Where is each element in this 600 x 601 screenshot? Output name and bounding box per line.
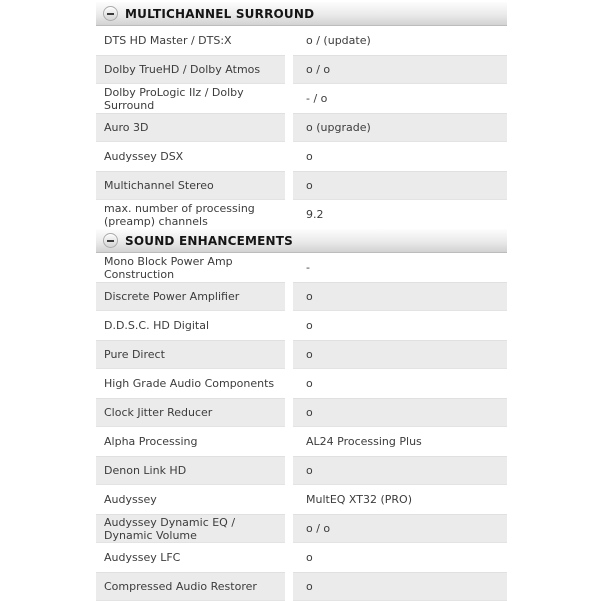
section-header-multichannel-surround[interactable] — [96, 2, 507, 26]
row-label: Compressed Audio Restorer — [96, 572, 285, 601]
row-label: Dolby ProLogic IIz / Dolby Surround — [96, 84, 285, 113]
spec-section — [96, 229, 507, 601]
row-label: Auro 3D — [96, 113, 285, 142]
table-row — [96, 200, 507, 229]
column-gap — [285, 514, 293, 543]
table-row — [96, 398, 507, 427]
table-row — [96, 26, 507, 55]
minus-bar — [107, 240, 114, 242]
row-label: DTS HD Master / DTS:X — [96, 26, 285, 55]
column-gap — [285, 427, 293, 456]
column-gap — [285, 142, 293, 171]
row-value: o (upgrade) — [293, 113, 507, 142]
table-row — [96, 55, 507, 84]
section-rows — [96, 26, 507, 229]
column-gap — [285, 55, 293, 84]
table-row — [96, 427, 507, 456]
table-row — [96, 84, 507, 113]
row-label: High Grade Audio Components — [96, 369, 285, 398]
row-label: Discrete Power Amplifier — [96, 282, 285, 311]
column-gap — [285, 26, 293, 55]
table-row — [96, 572, 507, 601]
row-label: Audyssey LFC — [96, 543, 285, 572]
row-label: Denon Link HD — [96, 456, 285, 485]
table-row — [96, 171, 507, 200]
column-gap — [285, 572, 293, 601]
section-rows — [96, 253, 507, 601]
row-value: o — [293, 311, 507, 340]
collapse-minus-icon[interactable] — [103, 6, 118, 21]
column-gap — [285, 113, 293, 142]
table-row — [96, 369, 507, 398]
table-row — [96, 340, 507, 369]
row-label: Pure Direct — [96, 340, 285, 369]
table-row — [96, 543, 507, 572]
row-label: Mono Block Power Amp Construction — [96, 253, 285, 282]
spec-section — [96, 2, 507, 229]
column-gap — [285, 456, 293, 485]
table-row — [96, 253, 507, 282]
column-gap — [285, 543, 293, 572]
column-gap — [285, 253, 293, 282]
column-gap — [285, 340, 293, 369]
row-label: Alpha Processing — [96, 427, 285, 456]
row-value: AL24 Processing Plus — [293, 427, 507, 456]
section-title: MULTICHANNEL SURROUND — [125, 6, 315, 21]
section-title: SOUND ENHANCEMENTS — [125, 233, 293, 248]
column-gap — [285, 200, 293, 229]
row-label: Dolby TrueHD / Dolby Atmos — [96, 55, 285, 84]
column-gap — [285, 398, 293, 427]
row-label: D.D.S.C. HD Digital — [96, 311, 285, 340]
row-label: max. number of processing (preamp) channels — [96, 200, 285, 229]
row-value: o — [293, 369, 507, 398]
row-label: Clock Jitter Reducer — [96, 398, 285, 427]
collapse-minus-icon[interactable] — [103, 233, 118, 248]
row-label: Audyssey — [96, 485, 285, 514]
row-value: o — [293, 572, 507, 601]
table-row — [96, 514, 507, 543]
row-value: - — [293, 253, 507, 282]
column-gap — [285, 282, 293, 311]
row-value: - / o — [293, 84, 507, 113]
row-label: Audyssey DSX — [96, 142, 285, 171]
row-value: 9.2 — [293, 200, 507, 229]
row-label: Audyssey Dynamic EQ / Dynamic Volume — [96, 514, 285, 543]
column-gap — [285, 84, 293, 113]
row-value: o — [293, 340, 507, 369]
row-label: Multichannel Stereo — [96, 171, 285, 200]
spec-table — [96, 2, 507, 601]
table-row — [96, 142, 507, 171]
row-value: o — [293, 282, 507, 311]
row-value: o / o — [293, 514, 507, 543]
row-value: o / o — [293, 55, 507, 84]
row-value: o — [293, 142, 507, 171]
row-value: o — [293, 171, 507, 200]
row-value: o — [293, 398, 507, 427]
column-gap — [285, 311, 293, 340]
section-header-sound-enhancements[interactable] — [96, 229, 507, 253]
minus-bar — [107, 13, 114, 15]
row-value: o / (update) — [293, 26, 507, 55]
column-gap — [285, 485, 293, 514]
row-value: o — [293, 456, 507, 485]
column-gap — [285, 369, 293, 398]
table-row — [96, 282, 507, 311]
table-row — [96, 311, 507, 340]
table-row — [96, 456, 507, 485]
column-gap — [285, 171, 293, 200]
row-value: MultEQ XT32 (PRO) — [293, 485, 507, 514]
table-row — [96, 113, 507, 142]
row-value: o — [293, 543, 507, 572]
table-row — [96, 485, 507, 514]
